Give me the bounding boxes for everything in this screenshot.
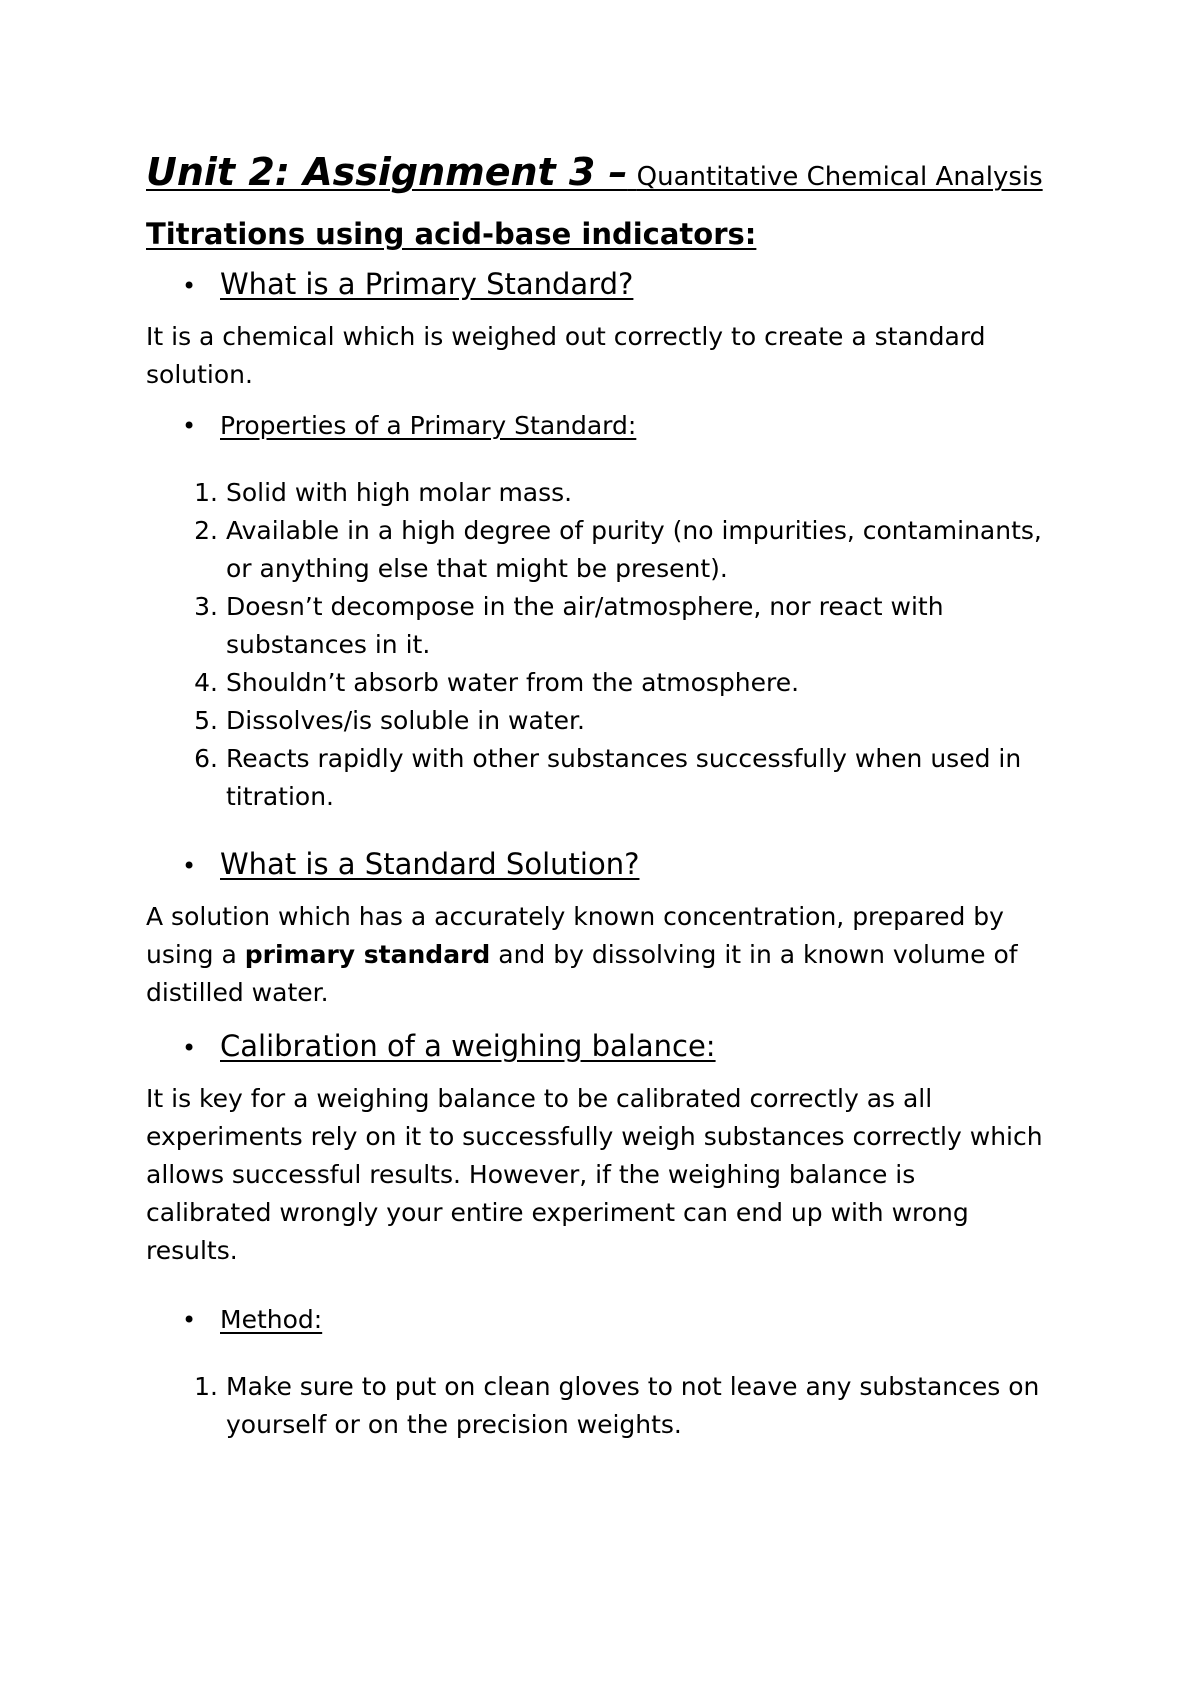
bullet-icon: • bbox=[182, 852, 197, 880]
bullet-primary-standard bbox=[182, 264, 1046, 306]
bullet-calibration bbox=[182, 1026, 1046, 1068]
primary-standard-answer: It is a chemical which is weighed out correctly to create a standard solution. bbox=[146, 322, 986, 389]
list-number: 6. bbox=[194, 744, 218, 773]
method-list bbox=[146, 1368, 1046, 1444]
answer-text: A solution which has a accurately known concentration, prepared by using a bbox=[146, 902, 1004, 969]
document-page bbox=[146, 150, 1046, 1444]
bullet-method bbox=[182, 1302, 1046, 1338]
list-number: 1. bbox=[194, 1372, 218, 1401]
list-item bbox=[146, 512, 1046, 588]
list-text: Make sure to put on clean gloves to not leave any substances on yourself or on the precision weights. bbox=[226, 1372, 1040, 1439]
bullet-properties bbox=[182, 408, 1046, 444]
answer-text: and by dissolving it in a known volume of distilled water. bbox=[146, 940, 1018, 1007]
title-main: Unit 2: Assignment 3 – bbox=[146, 150, 628, 194]
bullet-heading: Method: bbox=[220, 1305, 323, 1334]
list-text: Shouldn’t absorb water from the atmosphere. bbox=[226, 668, 800, 697]
list-item bbox=[146, 588, 1046, 664]
bullet-heading: What is a Standard Solution? bbox=[220, 847, 640, 881]
list-text: Dissolves/is soluble in water. bbox=[226, 706, 585, 735]
list-text: Reacts rapidly with other substances successfully when used in titration. bbox=[226, 744, 1022, 811]
section-heading: Titrations using acid-base indicators: bbox=[146, 217, 757, 251]
answer-bold-term: primary standard bbox=[244, 940, 491, 969]
list-number: 1. bbox=[194, 478, 218, 507]
list-number: 4. bbox=[194, 668, 218, 697]
document-title bbox=[146, 150, 1046, 200]
bullet-standard-solution bbox=[182, 844, 1046, 886]
list-text: Doesn’t decompose in the air/atmosphere, nor react with substances in it. bbox=[226, 592, 944, 659]
standard-solution-answer bbox=[146, 898, 1046, 1012]
bullet-icon: • bbox=[182, 272, 197, 300]
list-text: Available in a high degree of purity (no impurities, contaminants, or anything else that might be present). bbox=[226, 516, 1042, 583]
list-item bbox=[146, 702, 1046, 740]
list-text: Solid with high molar mass. bbox=[226, 478, 573, 507]
list-number: 3. bbox=[194, 592, 218, 621]
list-item bbox=[146, 740, 1046, 816]
list-item bbox=[146, 1368, 1046, 1444]
list-item bbox=[146, 664, 1046, 702]
bullet-icon: • bbox=[182, 1034, 197, 1062]
bullet-heading: What is a Primary Standard? bbox=[220, 267, 634, 301]
list-number: 2. bbox=[194, 516, 218, 545]
calibration-text: It is key for a weighing balance to be calibrated correctly as all experiments rely on it to successfully weigh substances correctly which allows successful results. However, if the weighing balance is calibrated wrongly your entire experiment can end up with wrong results. bbox=[146, 1084, 1043, 1265]
list-item bbox=[146, 474, 1046, 512]
title-subtitle: Quantitative Chemical Analysis bbox=[636, 162, 1043, 192]
bullet-icon: • bbox=[182, 1306, 197, 1334]
bullet-heading: Calibration of a weighing balance: bbox=[220, 1029, 716, 1063]
bullet-icon: • bbox=[182, 412, 197, 440]
bullet-heading: Properties of a Primary Standard: bbox=[220, 411, 637, 440]
properties-list bbox=[146, 474, 1046, 816]
list-number: 5. bbox=[194, 706, 218, 735]
